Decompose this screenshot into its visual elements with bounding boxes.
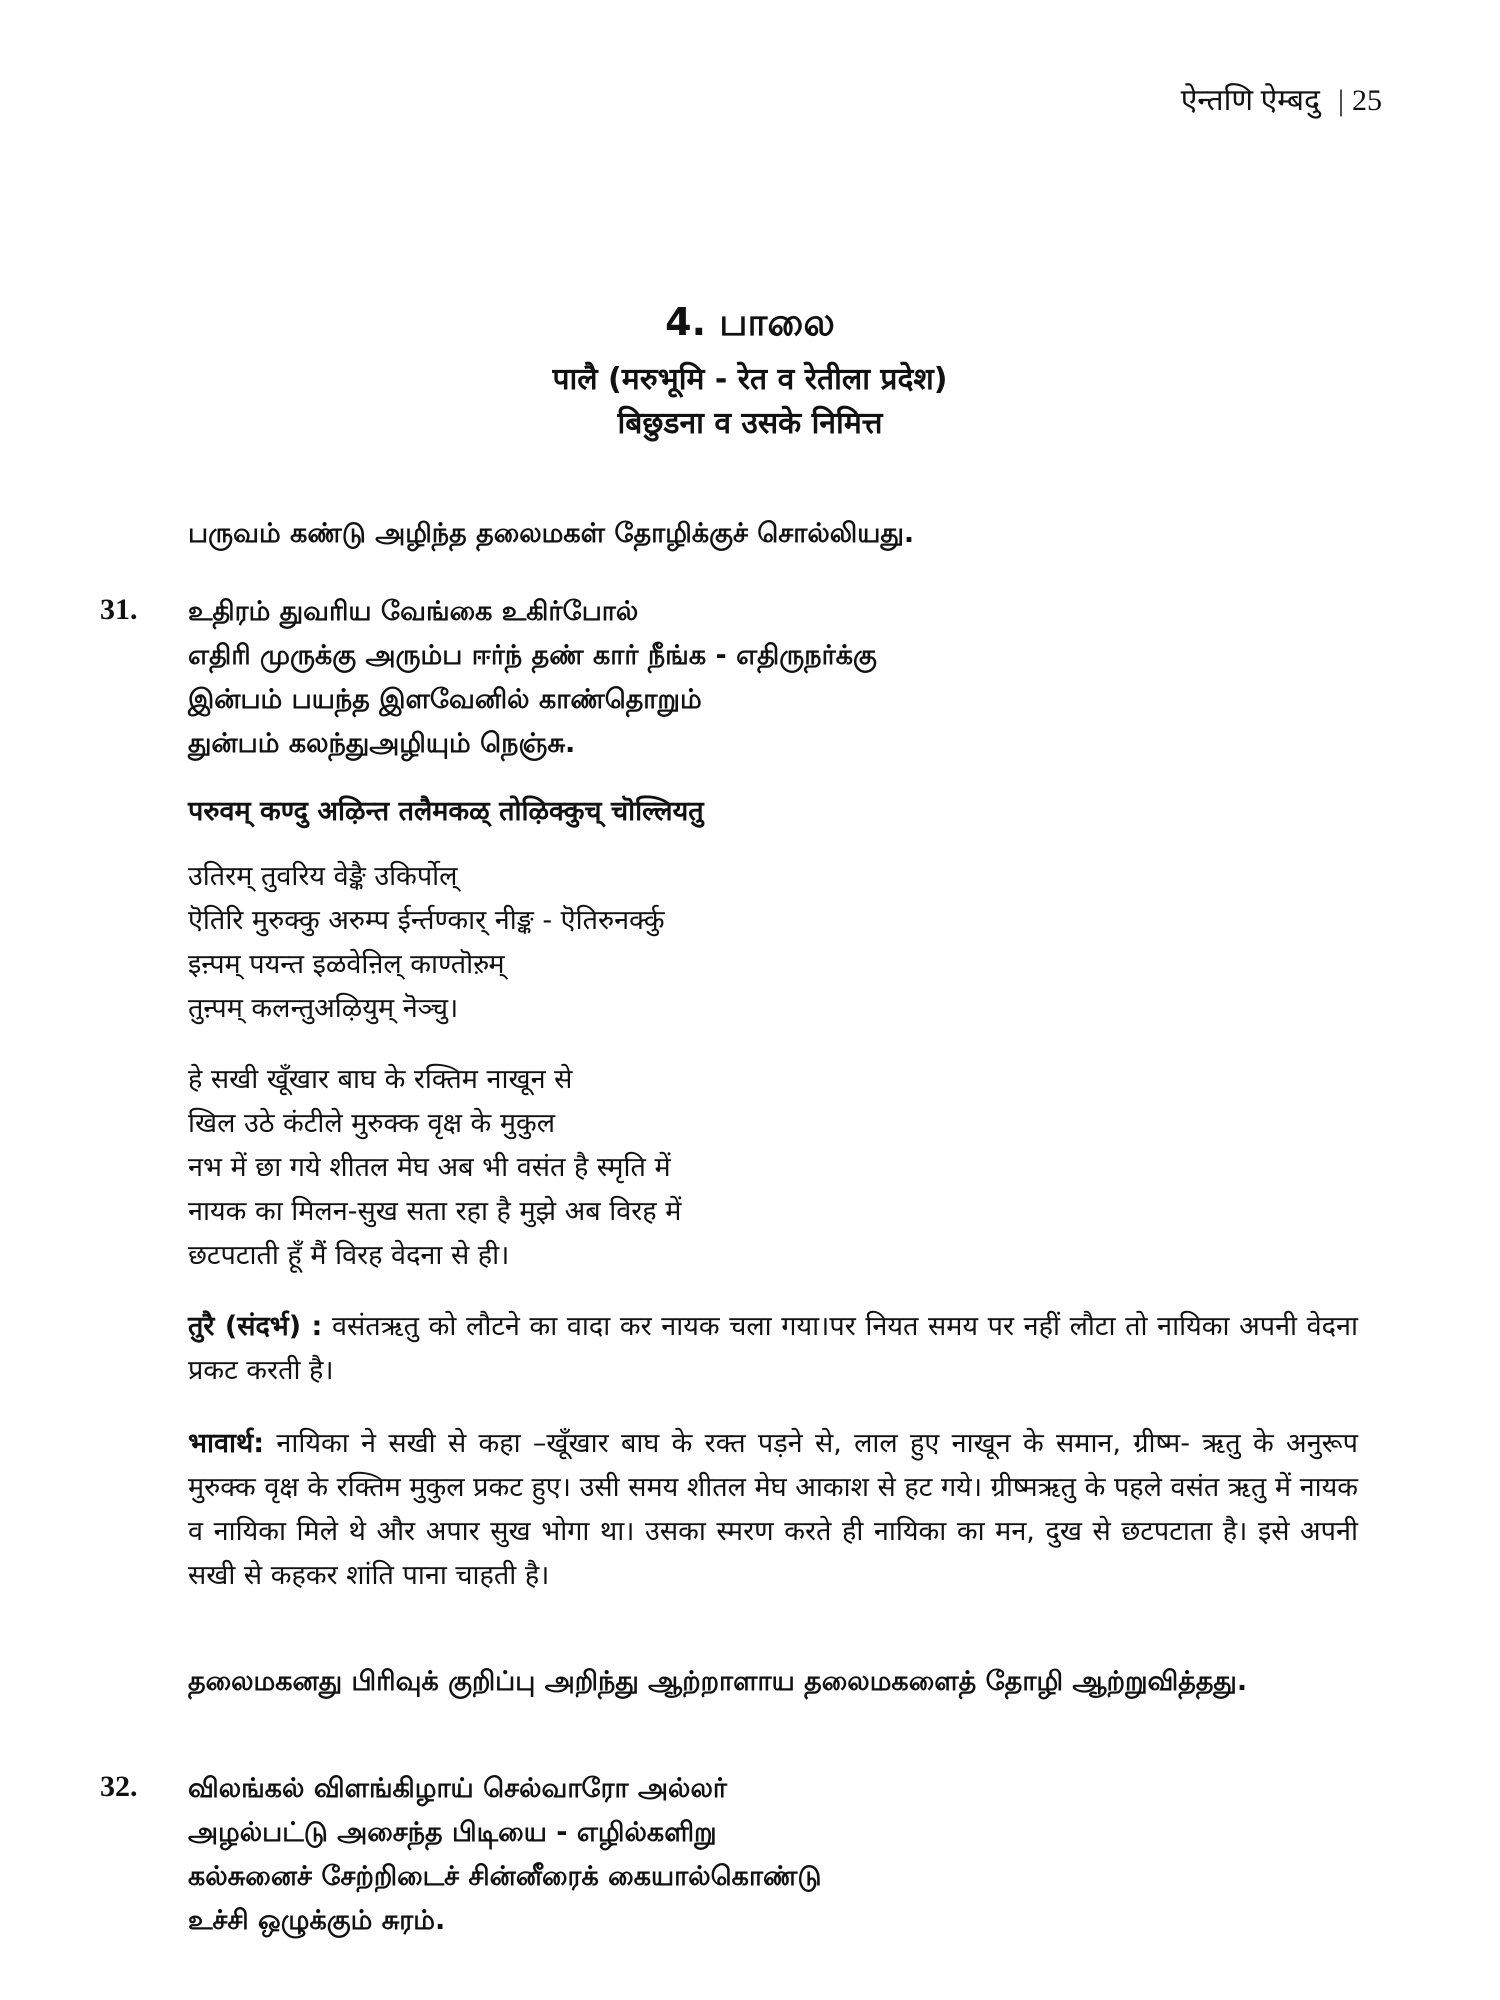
hindi-line: नभ में छा गये शीतल मेघ अब भी वसंत है स्मृति में: [188, 1152, 671, 1183]
hindi-line: छटपटाती हूँ मैं विरह वेदना से ही।: [188, 1240, 510, 1271]
chapter-title: 4. பாலை: [665, 300, 835, 344]
chapter-subtitle: पालै (मरुभूमि - रेत व रेतीला प्रदेश): [552, 362, 948, 397]
meaning-label: भावार्थ:: [188, 1428, 265, 1459]
section1-intro-translit: परुवम् कण्दु अऴिन्त तलैमकळ् तोऴिक्कुच् चॊल्लियतु: [188, 796, 704, 827]
running-header: [1181, 78, 1382, 119]
verse-31-tamil: [188, 590, 1358, 766]
verse-line: உச்சி ஒழுக்கும் சுரம்.: [188, 1905, 446, 1936]
verse-number-31: 31.: [100, 593, 138, 626]
meaning-text: नायिका ने सखी से कहा –खूँखार बाघ के रक्त पड़ने से, लाल हुए नाखून के समान, ग्रीष्म- ऋतु के अनुरूप मुरुक्क वृक्ष के रक्तिम मुकुल प्रकट हुए। उसी समय शीतल मेघ आकाश से हट गये। ग्रीष्मऋतु के पहले वसंत ऋतु में नायक व नायिका मिले थे और अपार सुख भोगा था। उसका स्मरण करते ही नायिका का मन, दुख से छटपटाता है। इसे अपनी सखी से कहकर शांति पाना चाहती है।: [188, 1428, 1358, 1591]
context-label: तुरै (संदर्भ) :: [188, 1311, 323, 1342]
verse-line: விலங்கல் விளங்கிழாய் செல்வாரோ அல்லர்: [188, 1773, 727, 1804]
meaning-paragraph: [188, 1422, 1358, 1598]
context-text: वसंतऋतु को लौटने का वादा कर नायक चला गया।पर नियत समय पर नहीं लौटा तो नायिका अपनी वेदना प्रकट करती है।: [188, 1311, 1358, 1386]
verse-32-tamil: [188, 1767, 1358, 1943]
hindi-line: हे सखी खूँखार बाघ के रक्तिम नाखून से: [188, 1064, 573, 1095]
verse-line: எதிரி முருக்கு அரும்ப ஈர்ந் தண் கார் நீங்க - எதிருநர்க்கு: [188, 640, 877, 671]
translit-line: ऎतिरि मुरुक्कु अरुम्प ईर्न्तण्कार् नीङ्क - ऎतिरुनर्क्कु: [188, 905, 665, 936]
header-separator: |: [1337, 84, 1344, 117]
page-number: 25: [1352, 84, 1382, 117]
header-title: ऐन्तणि ऐम्बदु: [1180, 84, 1320, 117]
section2-intro-tamil: தலைமகனது பிரிவுக் குறிப்பு அறிந்து ஆற்றாளாய தலைமகளைத் தோழி ஆற்றுவித்தது.: [188, 1666, 1248, 1697]
verse-line: அழல்பட்டு அசைந்த பிடியை - எழில்களிறு: [188, 1817, 717, 1848]
verse-line: இன்பம் பயந்த இளவேனில் காண்தொறும்: [188, 684, 702, 715]
chapter-heading: [0, 300, 1500, 446]
hindi-line: खिल उठे कंटीले मुरुक्क वृक्ष के मुकुल: [188, 1108, 556, 1139]
chapter-subtitle-2: बिछुडना व उसके निमित्त: [617, 406, 883, 441]
translit-line: तुऩ्पम् कलन्तुअऴियुम् नॆञ्चु।: [188, 993, 459, 1024]
translit-line: उतिरम् तुवरिय वेङ्कै उकिर्पोल्: [188, 861, 458, 892]
translit-line: इऩ्पम् पयन्त इळवेऩिल् काण्तॊऱुम्: [188, 949, 505, 980]
verse-number-32: 32.: [100, 1770, 138, 1803]
context-paragraph: [188, 1305, 1358, 1393]
section1-intro-tamil: பருவம் கண்டு அழிந்த தலைமகள் தோழிக்குச் சொல்லியது.: [188, 518, 915, 549]
verse-line: துன்பம் கலந்துஅழியும் நெஞ்சு.: [188, 728, 576, 759]
hindi-line: नायक का मिलन-सुख सता रहा है मुझे अब विरह में: [188, 1196, 682, 1227]
verse-31-hindi: [188, 1058, 1358, 1278]
verse-line: உதிரம் துவரிய வேங்கை உகிர்போல்: [188, 596, 639, 627]
verse-31-translit: [188, 855, 1358, 1031]
verse-line: கல்சுனைச் சேற்றிடைச் சின்னீரைக் கையால்கொண்டு: [188, 1861, 822, 1892]
